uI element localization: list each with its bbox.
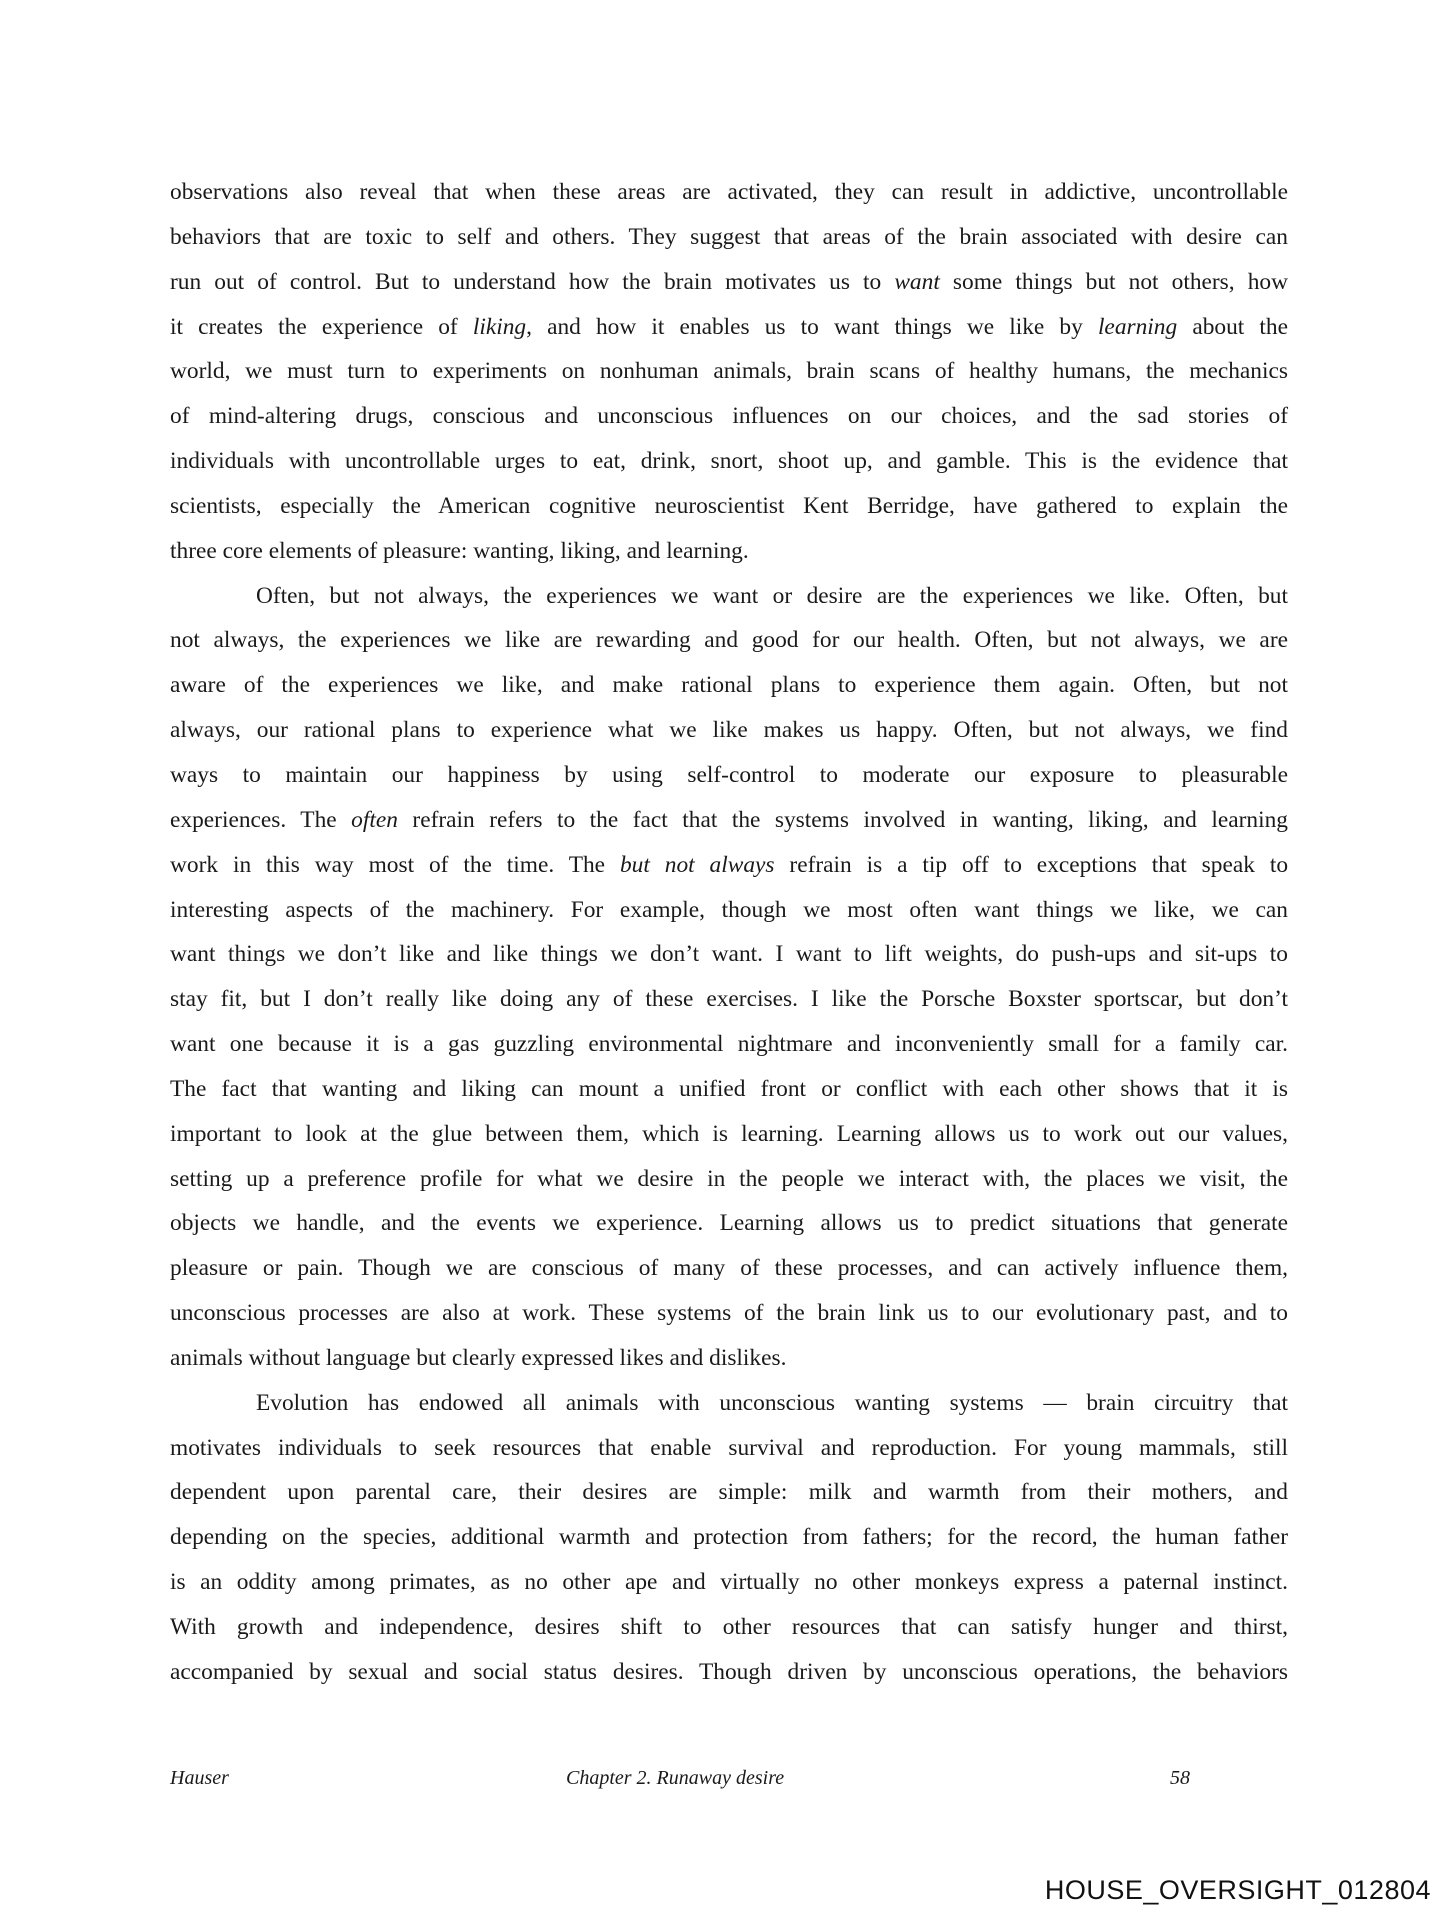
text-span: refrain refers to the fact that the systems involved in wanting, liking, and learning (397, 806, 1288, 833)
text-span: behaviors that are toxic to self and others. They suggest that areas of the brain associated with desire can (170, 223, 1288, 250)
text-line (170, 215, 1288, 260)
text-span: work in this way most of the time. The (170, 851, 620, 878)
text-line (170, 574, 1288, 619)
text-line (170, 708, 1288, 753)
text-line (170, 663, 1288, 708)
text-span: want things we don’t like and like things we don’t want. I want to lift weights, do push-ups and sit-ups to (170, 941, 1288, 968)
text-span: always, our rational plans to experience what we like makes us happy. Often, but not always, we find (170, 717, 1288, 744)
text-span: dependent upon parental care, their desires are simple: milk and warmth from their mothers, and (170, 1479, 1288, 1506)
text-span: some things but not others, how (939, 268, 1289, 295)
text-line (170, 1381, 1288, 1426)
text-span: of mind-altering drugs, conscious and unconscious influences on our choices, and the sad stories of (170, 403, 1288, 430)
text-span: objects we handle, and the events we experience. Learning allows us to predict situations that generate (170, 1210, 1288, 1237)
text-span: motivates individuals to seek resources that enable survival and reproduction. For young mammals, still (170, 1434, 1288, 1461)
footer-chapter-title: Chapter 2. Runaway desire (566, 1767, 785, 1789)
text-line (170, 1157, 1288, 1202)
text-line (170, 1515, 1288, 1560)
text-line (170, 1336, 1288, 1381)
text-span: ways to maintain our happiness by using self-control to moderate our exposure to pleasurable (170, 761, 1288, 788)
text-span: Evolution has endowed all animals with unconscious wanting systems — brain circuitry that (256, 1389, 1288, 1416)
text-span: pleasure or pain. Though we are conscious of many of these processes, and can actively influence them, (170, 1255, 1288, 1282)
text-span: three core elements of pleasure: wanting, liking, and learning. (170, 537, 749, 564)
text-line (170, 1650, 1288, 1695)
text-span: animals without language but clearly expressed likes and dislikes. (170, 1344, 787, 1371)
text-span: not always, the experiences we like are rewarding and good for our health. Often, but not always, we are (170, 627, 1288, 654)
text-line (170, 1426, 1288, 1471)
text-line (170, 1067, 1288, 1112)
text-span: observations also reveal that when these areas are activated, they can result in addictive, uncontrollable (170, 179, 1288, 205)
text-line (170, 305, 1288, 350)
text-span: world, we must turn to experiments on nonhuman animals, brain scans of healthy humans, the mechanics (170, 358, 1288, 385)
text-span: accompanied by sexual and social status desires. Though driven by unconscious operations, the behaviors (170, 1658, 1288, 1685)
text-span: interesting aspects of the machinery. For example, though we most often want things we like, we can (170, 896, 1288, 923)
text-line (170, 618, 1288, 663)
italic-text: learning (1097, 313, 1178, 340)
text-line (170, 394, 1288, 439)
text-line (170, 1470, 1288, 1515)
footer-page-number: 58 (1170, 1767, 1190, 1789)
text-line (170, 843, 1288, 888)
italic-text: liking (472, 313, 527, 340)
text-span: important to look at the glue between them, which is learning. Learning allows us to work out our values, (170, 1120, 1288, 1147)
text-line (170, 170, 1288, 215)
text-span: unconscious processes are also at work. These systems of the brain link us to our evolutionary past, and to (170, 1300, 1288, 1327)
text-line (170, 1605, 1288, 1650)
text-span: it creates the experience of (170, 313, 473, 340)
text-line (170, 1201, 1288, 1246)
text-line (170, 260, 1288, 305)
text-line (170, 349, 1288, 394)
text-span: aware of the experiences we like, and make rational plans to experience them again. Often, but not (170, 672, 1288, 699)
text-span: experiences. The (170, 806, 352, 833)
text-span: stay fit, but I don’t really like doing any of these exercises. I like the Porsche Boxster sportscar, but don’t (170, 986, 1288, 1013)
italic-text: but not always (619, 851, 775, 878)
text-line (170, 1560, 1288, 1605)
footer-author: Hauser (170, 1767, 229, 1789)
text-span: The fact that wanting and liking can mount a unified front or conflict with each other shows that it is (170, 1075, 1288, 1102)
text-span: With growth and independence, desires shift to other resources that can satisfy hunger and thirst, (170, 1614, 1288, 1640)
text-span: setting up a preference profile for what we desire in the people we interact with, the places we visit, the (170, 1165, 1288, 1192)
italic-text: often (351, 806, 398, 833)
text-line (170, 1022, 1288, 1067)
text-span: scientists, especially the American cognitive neuroscientist Kent Berridge, have gathered to explain the (170, 492, 1288, 519)
text-line (170, 977, 1288, 1022)
text-line (170, 1112, 1288, 1157)
text-line (170, 1291, 1288, 1336)
text-line (170, 753, 1288, 798)
text-span: , and how it enables us to want things we like by (526, 313, 1098, 340)
text-span: individuals with uncontrollable urges to eat, drink, snort, shoot up, and gamble. This is the evidence that (170, 448, 1288, 475)
text-span: refrain is a tip off to exceptions that speak to (774, 851, 1289, 878)
text-line (170, 888, 1288, 933)
text-line (170, 439, 1288, 484)
text-span: depending on the species, additional warmth and protection from fathers; for the record, the human father (170, 1524, 1288, 1551)
text-line (170, 932, 1288, 977)
text-span: want one because it is a gas guzzling environmental nightmare and inconveniently small for a family car. (170, 1031, 1288, 1058)
text-line (170, 798, 1288, 843)
text-span: run out of control. But to understand how the brain motivates us to (170, 268, 895, 295)
body-text (170, 170, 1288, 1695)
text-line (170, 1246, 1288, 1291)
bates-stamp: HOUSE_OVERSIGHT_012804 (1044, 1875, 1431, 1905)
text-span: about the (1177, 313, 1288, 340)
italic-text: want (894, 268, 940, 295)
text-line (170, 529, 1288, 574)
text-span: Often, but not always, the experiences we want or desire are the experiences we like. Often, but (256, 582, 1288, 609)
text-line (170, 484, 1288, 529)
text-span: is an oddity among primates, as no other ape and virtually no other monkeys express a paternal instinct. (170, 1569, 1288, 1596)
